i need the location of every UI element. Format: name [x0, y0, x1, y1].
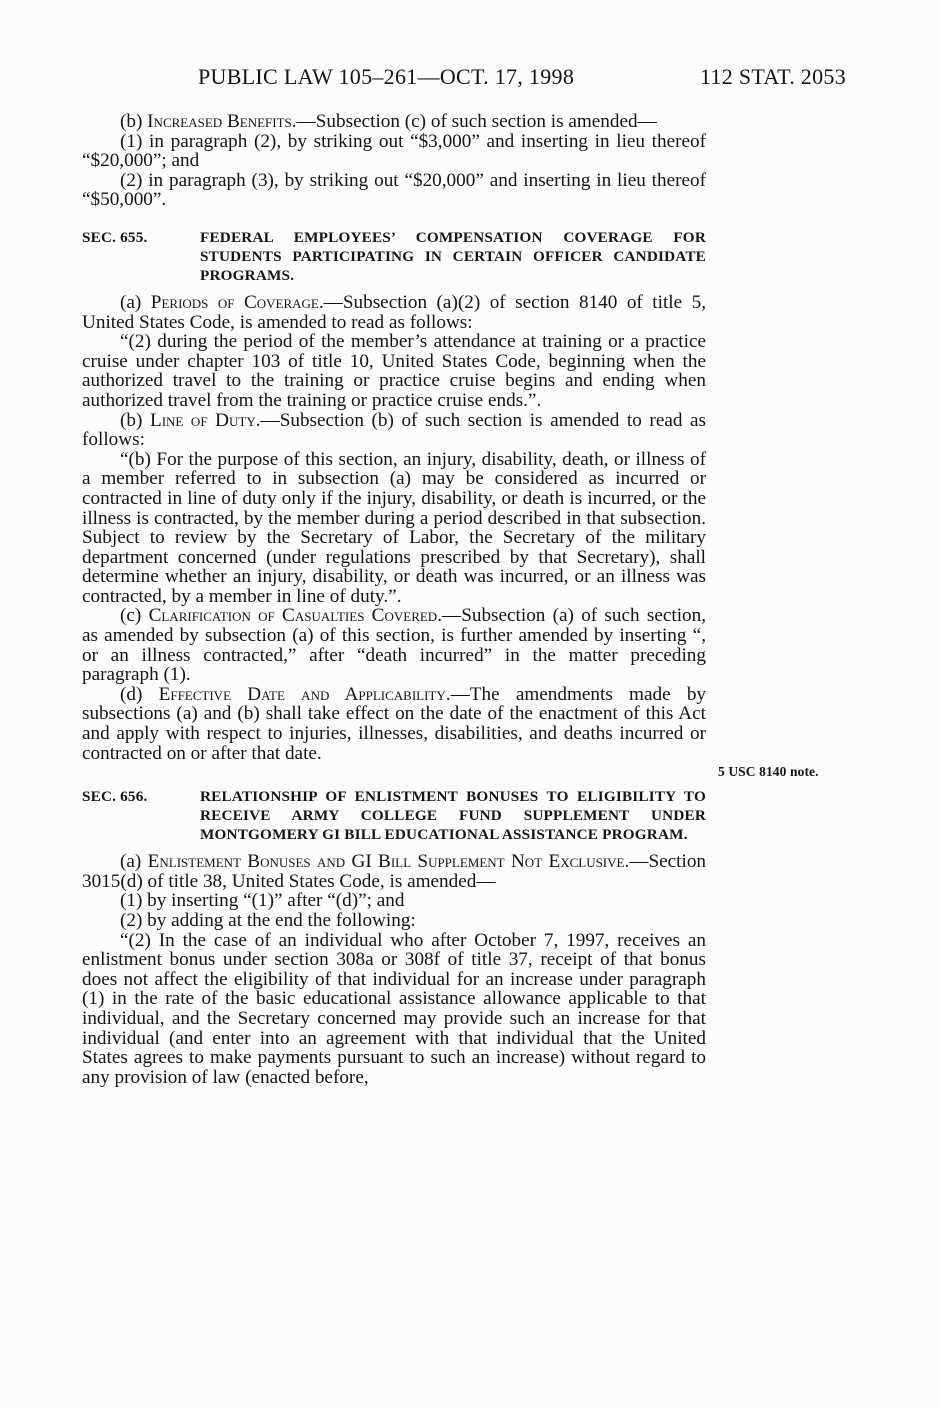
- heading-clarification-of-casualties: Clarification of Casualties Covered: [148, 605, 438, 627]
- heading-line-of-duty: Line of Duty: [149, 409, 256, 431]
- paragraph-655-b: (b) Line of Duty.—Subsection (b) of such section is amended to read as follows:: [82, 409, 707, 451]
- page-citation: 112 STAT. 2053: [699, 64, 846, 89]
- section-title: FEDERAL EMPLOYEES’ COMPENSATION COVERAGE FOR STUDENTS PARTICIPATING IN CERTAIN OFFICER CANDIDATE PROGRAMS.: [200, 228, 706, 284]
- section-title: RELATIONSHIP OF ENLISTMENT BONUSES TO ELIGIBILITY TO RECEIVE ARMY COLLEGE FUND SUPPLEMENT UNDER MONTGOMERY GI BILL EDUCATIONAL ASSISTANCE PROGRAM.: [200, 788, 706, 844]
- paragraph-655-d: (d) Effective Date and Applicability.—The amendments made by subsections (a) and (b) shall take effect on the date of the enactment of this Act and apply with respect to injuries, illnesses, disabilities, and deaths incurred or contracted on or after that date.: [82, 683, 707, 764]
- quoted-text-656-a: “(2) In the case of an individual who after October 7, 1997, receives an enlistment bonus under section 308a or 308f of title 37, receipt of that bonus does not affect the eligibility of that individual for an increase under paragraph (1) in the rate of the basic educational assistance allowance applicable to that individual, and the Secretary concerned may provide such an increase for that individual (and enter into an agreement with that individual that the United States agrees to make payments pursuant to such an increase) without regard to any provision of law (enacted before,: [82, 929, 706, 1088]
- section-number: SEC. 655.: [82, 228, 148, 246]
- section-656-heading: [82, 787, 706, 844]
- paragraph-b-1: (1) in paragraph (2), by striking out “$3,000” and inserting in lieu thereof “$20,000”; and: [82, 130, 706, 172]
- paragraph-656-a-2: (2) by adding at the end the following:: [120, 910, 416, 931]
- paragraph-655-a: (a) Periods of Coverage.—Subsection (a)(2) of section 8140 of title 5, United States Code, is amended to read as follows:: [82, 291, 706, 333]
- paragraph-656-a-1: (1) by inserting “(1)” after “(d)”; and: [120, 890, 405, 912]
- section-655-heading: [82, 228, 706, 285]
- quoted-text-655-a: “(2) during the period of the member’s attendance at training or a practice cruise under chapter 103 of title 10, United States Code, beginning when the authorized travel to the training or practice cruise begins and ending when authorized travel from the training or practice cruise ends.”.: [82, 331, 706, 411]
- section-number: SEC. 656.: [82, 788, 148, 806]
- paragraph-655-c: (c) Clarification of Casualties Covered.—Subsection (a) of such section, as amended by subsection (a) of this section, is further amended by inserting “, or an illness contracted,” after “death incurred” in the matter preceding paragraph (1).: [82, 605, 707, 686]
- heading-bonuses-not-exclusive: Enlistement Bonuses and GI Bill Supplement Not Exclusive: [147, 851, 625, 873]
- paragraph-656-a: (a) Enlistement Bonuses and GI Bill Supplement Not Exclusive.—Section 3015(d) of title 38, United States Code, is amended—: [82, 851, 707, 892]
- quoted-text-655-b: “(b) For the purpose of this section, an injury, disability, death, or illness of a member referred to in subsection (a) may be considered as incurred or contracted in line of duty only if the injury, disability, or death is incurred, or the illness is contracted, by the member during a period described in that subsection. Subject to review by the Secretary of Labor, the Secretary of the military department concerned (under regulations prescribed by that Secretary), shall determine whether an injury, disability, or death was incurred, or an illness was contracted, by a member in line of duty.”.: [82, 448, 706, 607]
- heading-periods-of-coverage: Periods of Coverage: [150, 291, 319, 313]
- heading-effective-date: Effective Date and Applicability: [158, 683, 446, 705]
- running-header-left: PUBLIC LAW 105–261—OCT. 17, 1998: [198, 64, 575, 89]
- paragraph-b-increased-benefits: (b) Increased Benefits.—Subsection (c) of such section is amended—: [120, 111, 657, 132]
- heading-increased-benefits: Increased Benefits: [147, 111, 292, 132]
- paragraph-b-2: (2) in paragraph (3), by striking out “$20,000” and inserting in lieu thereof “$50,000”.: [82, 169, 706, 211]
- document-body: [82, 112, 706, 1087]
- margin-note-usc: 5 USC 8140 note.: [718, 764, 819, 779]
